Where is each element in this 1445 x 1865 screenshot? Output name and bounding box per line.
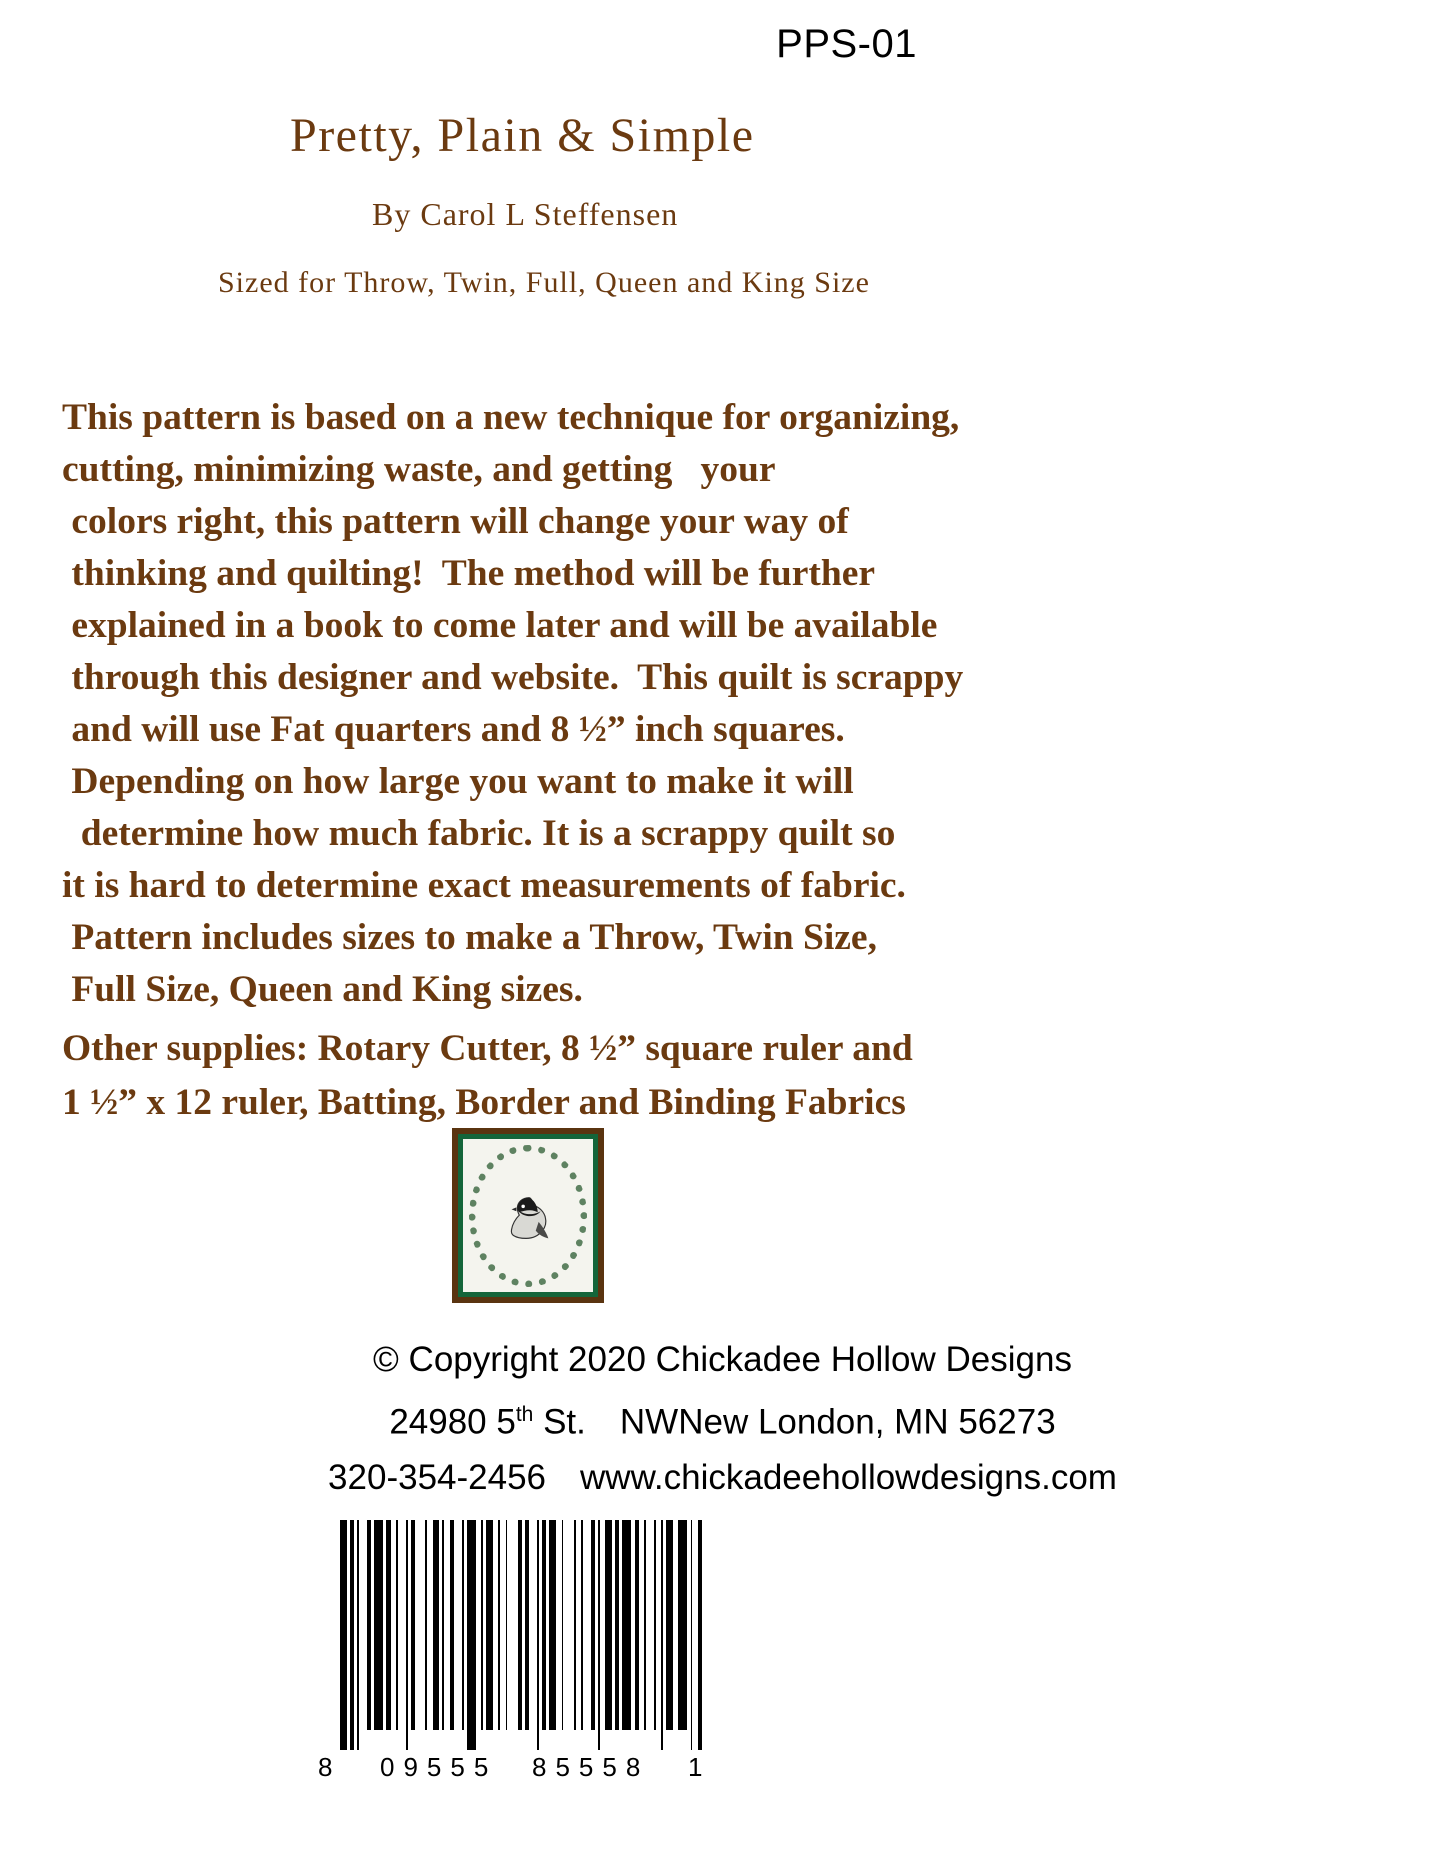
- other-supplies-text: [62, 1022, 1382, 1130]
- description-line: explained in a book to come later and will be available: [62, 605, 938, 646]
- barcode-bars: [340, 1520, 710, 1760]
- copyright-line: © Copyright 2020 Chickadee Hollow Designs: [373, 1340, 1072, 1379]
- address-ordinal-suffix: th: [515, 1403, 534, 1426]
- description-paragraph: [62, 392, 1382, 1016]
- description-line: and will use Fat quarters and 8 ½” inch squares.: [62, 709, 845, 750]
- address-part1: 24980 5: [389, 1402, 516, 1442]
- address-line: [0, 1387, 1445, 1450]
- barcode-block: [318, 1520, 710, 1810]
- logo-artwork: [463, 1139, 593, 1292]
- page-title: Pretty, Plain & Simple: [290, 109, 755, 162]
- address-part2: St.: [533, 1402, 586, 1442]
- website-url[interactable]: www.chickadeehollowdesigns.com: [580, 1457, 1117, 1497]
- description-line: cutting, minimizing waste, and getting your: [62, 449, 776, 490]
- phone-number: 320-354-2456: [328, 1457, 547, 1497]
- supplies-line: 1 ½” x 12 ruler, Batting, Border and Binding Fabrics: [62, 1082, 906, 1123]
- description-line: thinking and quilting! The method will be further: [62, 553, 876, 594]
- sized-for-text: Sized for Throw, Twin, Full, Queen and King Size: [218, 266, 870, 299]
- barcode-digits: [318, 1752, 710, 1792]
- description-line: Pattern includes sizes to make a Throw, Twin Size,: [62, 917, 877, 958]
- description-line: colors right, this pattern will change your way of: [62, 501, 849, 542]
- chickadee-bird-icon: [497, 1188, 559, 1250]
- supplies-line: Other supplies: Rotary Cutter, 8 ½” square ruler and: [62, 1028, 913, 1069]
- logo-mat: [458, 1134, 598, 1297]
- barcode-digit-group-2: 85558: [532, 1752, 650, 1782]
- description-line: it is hard to determine exact measurements of fabric.: [62, 865, 906, 906]
- address-part3: NWNew London, MN 56273: [619, 1402, 1056, 1442]
- chickadee-logo: [452, 1128, 604, 1303]
- author-byline: By Carol L Steffensen: [372, 196, 679, 232]
- barcode-digit-group-1: 09555: [380, 1752, 498, 1782]
- description-line: Full Size, Queen and King sizes.: [62, 969, 583, 1010]
- description-line: Depending on how large you want to make it will: [62, 761, 854, 802]
- sku-code: PPS-01: [776, 22, 917, 66]
- phone-website-line: [0, 1450, 1445, 1505]
- footer-contact-block: [0, 1332, 1445, 1505]
- description-line: This pattern is based on a new technique for organizing,: [62, 397, 960, 438]
- barcode-digit-right: 1: [688, 1752, 703, 1782]
- barcode-digit-left: 8: [318, 1752, 333, 1782]
- description-line: through this designer and website. This quilt is scrappy: [62, 657, 964, 698]
- description-line: determine how much fabric. It is a scrappy quilt so: [62, 813, 896, 854]
